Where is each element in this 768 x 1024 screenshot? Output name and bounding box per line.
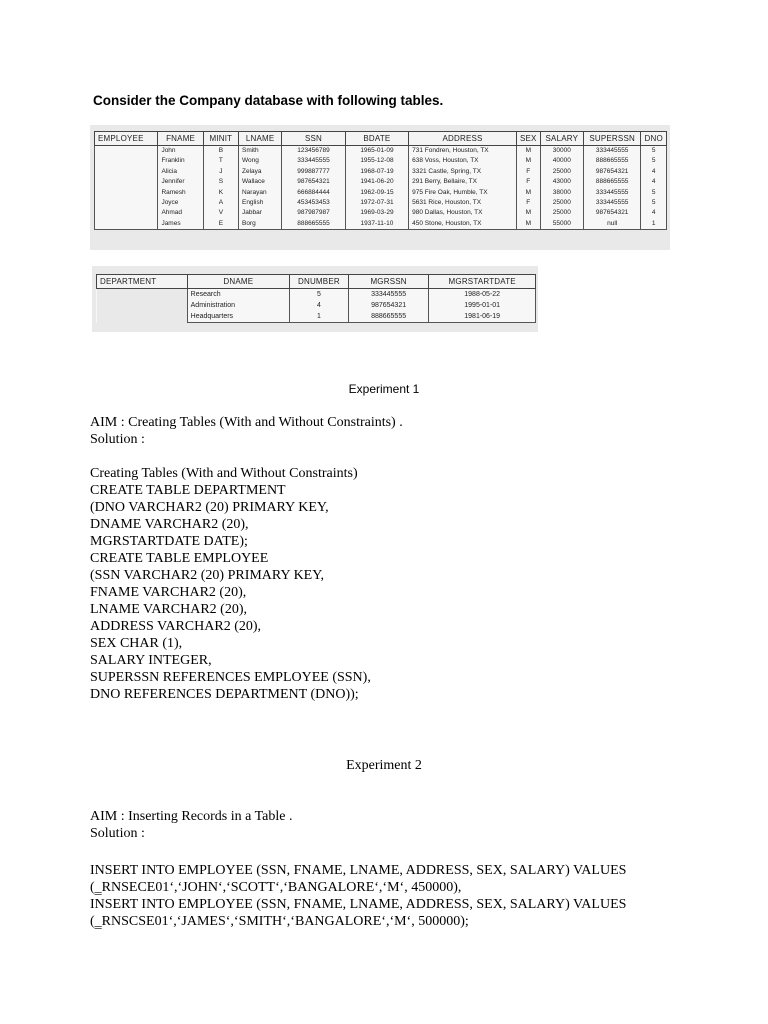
table-cell: 1937-11-10 xyxy=(345,219,408,230)
table-cell: Wong xyxy=(238,156,281,166)
table-cell: 1981-06-19 xyxy=(429,311,536,323)
column-header: FNAME xyxy=(158,132,203,146)
column-header: ADDRESS xyxy=(409,132,517,146)
table-cell: 333445555 xyxy=(348,289,429,301)
table-cell: 731 Fondren, Houston, TX xyxy=(409,146,517,157)
table-cell: Administration xyxy=(187,300,289,311)
experiment-2-aim-block xyxy=(90,808,293,842)
table-cell: 25000 xyxy=(540,208,583,218)
table-cell: Wallace xyxy=(238,177,281,187)
code-line: CREATE TABLE EMPLOYEE xyxy=(90,551,269,566)
code-line: INSERT INTO EMPLOYEE (SSN, FNAME, LNAME, ADDRESS, SEX, SALARY) VALUES xyxy=(90,863,627,878)
table-cell: Jabbar xyxy=(238,208,281,218)
table-cell: 43000 xyxy=(540,177,583,187)
table-cell: 450 Stone, Houston, TX xyxy=(409,219,517,230)
table-row xyxy=(97,311,536,323)
table-cell: 1969-03-29 xyxy=(345,208,408,218)
code-line: ADDRESS VARCHAR2 (20), xyxy=(90,619,262,634)
code-line: SALARY INTEGER, xyxy=(90,653,212,668)
table-cell: 987654321 xyxy=(348,300,429,311)
code-line: SUPERSSN REFERENCES EMPLOYEE (SSN), xyxy=(90,670,371,685)
row-spacer-cell xyxy=(97,311,188,323)
row-spacer-cell xyxy=(95,177,158,187)
table-cell: Research xyxy=(187,289,289,301)
table-cell: M xyxy=(516,219,540,230)
table-cell: 1 xyxy=(641,219,667,230)
code-line: DNAME VARCHAR2 (20), xyxy=(90,517,249,532)
table-row xyxy=(97,289,536,301)
column-header: SSN xyxy=(282,132,345,146)
employee-table-header xyxy=(95,132,667,146)
table-cell: 4 xyxy=(641,177,667,187)
employee-table-figure xyxy=(90,125,670,250)
table-cell: 453453453 xyxy=(282,198,345,208)
table-cell: 1965-01-09 xyxy=(345,146,408,157)
table-cell: 5 xyxy=(289,289,348,301)
table-row xyxy=(95,198,667,208)
table-cell: Ramesh xyxy=(158,188,203,198)
table-cell: T xyxy=(203,156,238,166)
employee-table-name: EMPLOYEE xyxy=(95,132,158,146)
row-spacer-cell xyxy=(95,219,158,230)
table-cell: 987654321 xyxy=(583,208,640,218)
table-cell: M xyxy=(516,146,540,157)
table-row xyxy=(95,208,667,218)
experiment-1-title: Experiment 1 xyxy=(348,382,420,396)
table-cell: Headquarters xyxy=(187,311,289,323)
table-row xyxy=(95,177,667,187)
table-cell: 123456789 xyxy=(282,146,345,157)
table-cell: 1972-07-31 xyxy=(345,198,408,208)
table-cell: B xyxy=(203,146,238,157)
table-cell: 975 Fire Oak, Humble, TX xyxy=(409,188,517,198)
table-cell: Alicia xyxy=(158,167,203,177)
code-line: LNAME VARCHAR2 (20), xyxy=(90,602,247,617)
table-cell: 987654321 xyxy=(583,167,640,177)
experiment-2-title: Experiment 2 xyxy=(346,758,422,773)
table-cell: 987987987 xyxy=(282,208,345,218)
table-cell: 5 xyxy=(641,188,667,198)
table-row xyxy=(97,300,536,311)
experiment-2-aim: AIM : Inserting Records in a Table . xyxy=(90,809,293,824)
code-line: (‗RNSCSE01‘,‘JAMES‘,‘SMITH‘,‘BANGALORE‘,‘M‘, 500000); xyxy=(90,914,469,929)
table-cell: Franklin xyxy=(158,156,203,166)
code-line: (SSN VARCHAR2 (20) PRIMARY KEY, xyxy=(90,568,325,583)
table-cell: Borg xyxy=(238,219,281,230)
column-header: MGRSSN xyxy=(348,275,429,289)
table-cell: English xyxy=(238,198,281,208)
table-cell: 638 Voss, Houston, TX xyxy=(409,156,517,166)
table-cell: F xyxy=(516,198,540,208)
column-header: DNAME xyxy=(187,275,289,289)
table-cell: M xyxy=(516,188,540,198)
table-cell: 666884444 xyxy=(282,188,345,198)
table-cell: 55000 xyxy=(540,219,583,230)
table-cell: M xyxy=(516,156,540,166)
table-cell: Narayan xyxy=(238,188,281,198)
row-spacer-cell xyxy=(95,156,158,166)
table-cell: 333445555 xyxy=(583,198,640,208)
table-cell: 1988-05-22 xyxy=(429,289,536,301)
department-table xyxy=(96,274,536,323)
code-line: (DNO VARCHAR2 (20) PRIMARY KEY, xyxy=(90,500,329,515)
table-cell: 1 xyxy=(289,311,348,323)
table-cell: 5 xyxy=(641,198,667,208)
experiment-1-aim-block xyxy=(90,414,403,448)
table-cell: 888665555 xyxy=(583,156,640,166)
table-cell: 333445555 xyxy=(282,156,345,166)
table-cell: 1995-01-01 xyxy=(429,300,536,311)
table-cell: 888665555 xyxy=(282,219,345,230)
table-cell: 3321 Castle, Spring, TX xyxy=(409,167,517,177)
table-cell: Zelaya xyxy=(238,167,281,177)
column-header: LNAME xyxy=(238,132,281,146)
table-cell: 980 Dallas, Houston, TX xyxy=(409,208,517,218)
department-table-header xyxy=(97,275,536,289)
table-cell: 987654321 xyxy=(282,177,345,187)
table-cell: Smith xyxy=(238,146,281,157)
column-header: SALARY xyxy=(540,132,583,146)
table-cell: 1968-07-19 xyxy=(345,167,408,177)
column-header: MINIT xyxy=(203,132,238,146)
table-cell: Jennifer xyxy=(158,177,203,187)
table-cell: Ahmad xyxy=(158,208,203,218)
table-cell: K xyxy=(203,188,238,198)
department-table-figure xyxy=(92,266,538,332)
table-cell: 30000 xyxy=(540,146,583,157)
row-spacer-cell xyxy=(95,188,158,198)
table-row xyxy=(95,156,667,166)
table-cell: 38000 xyxy=(540,188,583,198)
table-cell: John xyxy=(158,146,203,157)
experiment-1-solution-label: Solution : xyxy=(90,432,145,447)
code-line: FNAME VARCHAR2 (20), xyxy=(90,585,247,600)
table-cell: M xyxy=(516,208,540,218)
table-cell: 5631 Rice, Houston, TX xyxy=(409,198,517,208)
table-cell: V xyxy=(203,208,238,218)
column-header: DNO xyxy=(641,132,667,146)
table-row xyxy=(95,146,667,157)
table-cell: 5 xyxy=(641,156,667,166)
table-cell: 25000 xyxy=(540,167,583,177)
row-spacer-cell xyxy=(95,167,158,177)
table-cell: 291 Berry, Bellaire, TX xyxy=(409,177,517,187)
table-cell: F xyxy=(516,177,540,187)
table-cell: E xyxy=(203,219,238,230)
table-cell: James xyxy=(158,219,203,230)
experiment-1-aim: AIM : Creating Tables (With and Without Constraints) . xyxy=(90,415,403,430)
table-cell: 999887777 xyxy=(282,167,345,177)
employee-table xyxy=(94,131,667,230)
table-cell: Joyce xyxy=(158,198,203,208)
table-cell: 40000 xyxy=(540,156,583,166)
table-cell: 1941-06-20 xyxy=(345,177,408,187)
column-header: DNUMBER xyxy=(289,275,348,289)
table-cell: 4 xyxy=(641,208,667,218)
table-cell: J xyxy=(203,167,238,177)
column-header: SUPERSSN xyxy=(583,132,640,146)
code-line: INSERT INTO EMPLOYEE (SSN, FNAME, LNAME, ADDRESS, SEX, SALARY) VALUES xyxy=(90,897,627,912)
table-cell: S xyxy=(203,177,238,187)
table-row xyxy=(95,167,667,177)
intro-heading: Consider the Company database with following tables. xyxy=(93,93,444,108)
column-header: BDATE xyxy=(345,132,408,146)
table-cell: 4 xyxy=(289,300,348,311)
table-cell: 333445555 xyxy=(583,188,640,198)
code-line: MGRSTARTDATE DATE); xyxy=(90,534,248,549)
table-cell: 888665555 xyxy=(583,177,640,187)
table-row xyxy=(95,219,667,230)
experiment-1-code xyxy=(90,465,371,703)
table-row xyxy=(95,188,667,198)
code-line: (‗RNSECE01‘,‘JOHN‘,‘SCOTT‘,‘BANGALORE‘,‘M‘, 450000), xyxy=(90,880,462,895)
table-cell: 1962-09-15 xyxy=(345,188,408,198)
code-line: SEX CHAR (1), xyxy=(90,636,183,651)
table-cell: 1955-12-08 xyxy=(345,156,408,166)
table-cell: 25000 xyxy=(540,198,583,208)
column-header: MGRSTARTDATE xyxy=(429,275,536,289)
table-cell: F xyxy=(516,167,540,177)
table-cell: null xyxy=(583,219,640,230)
table-cell: 4 xyxy=(641,167,667,177)
table-cell: A xyxy=(203,198,238,208)
table-cell: 5 xyxy=(641,146,667,157)
column-header: SEX xyxy=(516,132,540,146)
row-spacer-cell xyxy=(97,300,188,311)
code-line: CREATE TABLE DEPARTMENT xyxy=(90,483,286,498)
code-line: Creating Tables (With and Without Constraints) xyxy=(90,466,358,481)
table-cell: 888665555 xyxy=(348,311,429,323)
experiment-2-code xyxy=(90,862,626,930)
experiment-2-solution-label: Solution : xyxy=(90,826,145,841)
code-line: DNO REFERENCES DEPARTMENT (DNO)); xyxy=(90,687,359,702)
row-spacer-cell xyxy=(95,208,158,218)
row-spacer-cell xyxy=(95,146,158,157)
row-spacer-cell xyxy=(95,198,158,208)
department-table-name: DEPARTMENT xyxy=(97,275,188,289)
row-spacer-cell xyxy=(97,289,188,301)
table-cell: 333445555 xyxy=(583,146,640,157)
